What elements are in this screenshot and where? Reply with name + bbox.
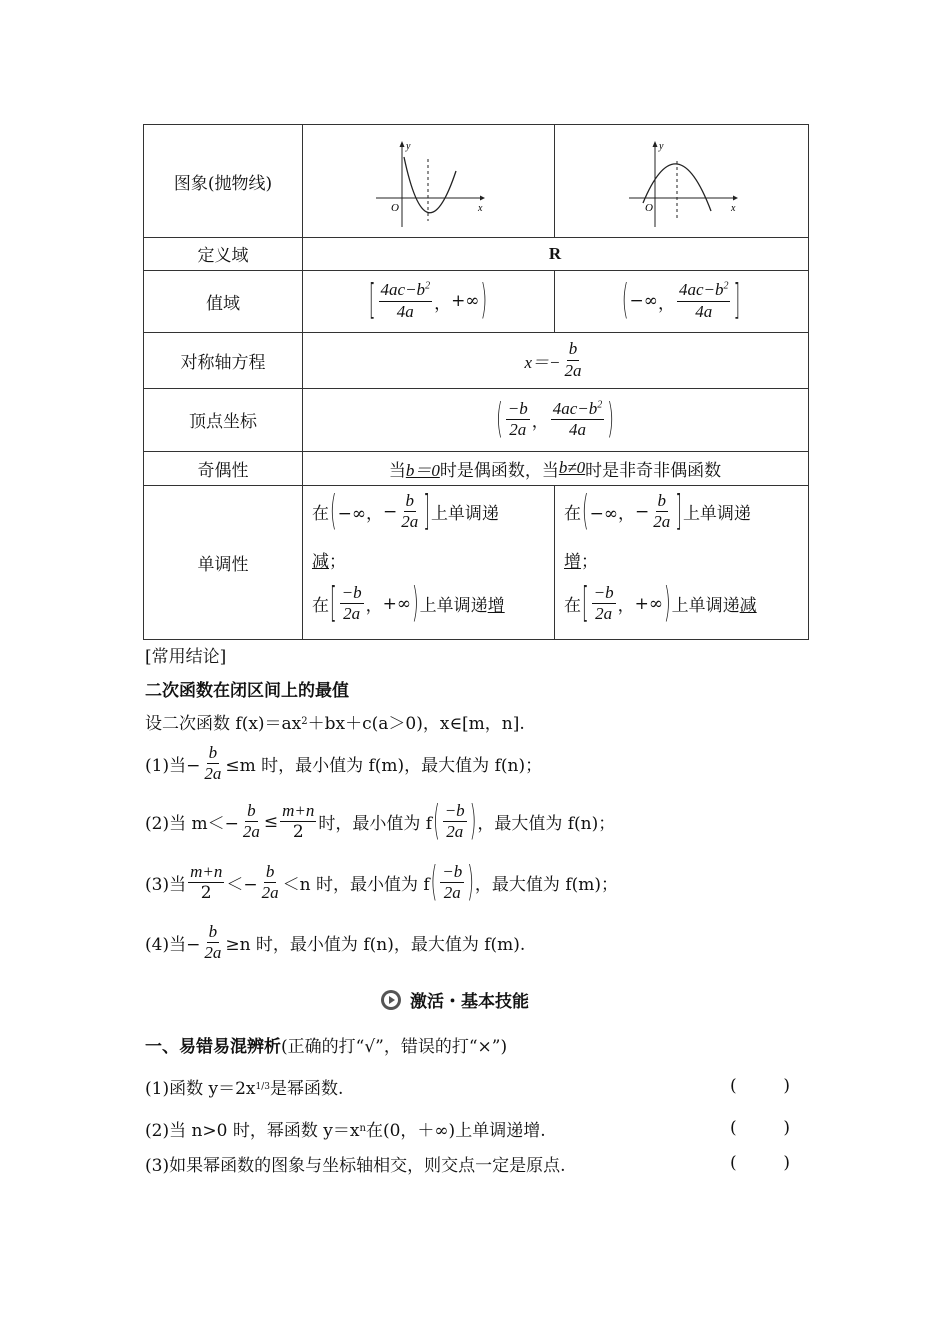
fraction-denominator: 2a [343,604,361,624]
x-axis-label: x [478,203,483,214]
fraction-denominator: 2a [204,943,222,963]
mono-semicolon: ； [329,552,346,572]
fraction-denominator: 2a [653,512,671,532]
fraction-numerator: b [207,922,220,943]
fraction-denominator: 2a [564,360,582,380]
monotonic-right [564,487,804,637]
fraction-numerator: b [404,491,417,512]
conclusion-case-4 [145,922,525,964]
row-label-domain: 定义域 [197,246,249,266]
case-text: ≤ [263,811,279,832]
paren-open: ( [730,1153,737,1173]
mono-semicolon: ； [581,552,598,572]
case-text: ≤m 时，最小值为 f(m)，最大值为 f(n)； [225,756,543,777]
paren-open: ( [621,277,629,325]
axis-fraction [563,339,584,381]
mono-neg-inf: −∞， [589,504,636,525]
conclusion-case-3 [145,858,619,907]
case-fraction [260,862,281,904]
exponent: 2 [425,280,431,292]
origin-label: O [391,202,399,214]
range-left: [ $\frac{4ac-b^2}{4a}$ ， +∞ ) [368,277,488,325]
row-label-parity: 奇偶性 [197,460,249,481]
fraction-numerator: b [207,743,220,764]
item-text: (2)当 n>0 时，幂函数 y＝x [145,1121,360,1141]
parity-b-zero: b＝0 [405,460,440,480]
quadratic-properties-table [143,124,809,640]
fraction-numerator: b [245,801,258,822]
mono-left-line3: 在 [ $\frac{-b}{2a}$ ， +∞ ) 上单调递 增 [312,579,505,628]
case-fraction [280,801,316,843]
mono-pos-inf: +∞ [634,593,664,614]
paren-close: ) [412,579,419,628]
fraction-numerator: −b [506,399,530,420]
paren-open: ( [433,797,440,846]
fraction-numerator: −b [443,801,467,822]
answer-blank-1[interactable] [730,1076,790,1096]
case-text: ，最大值为 f(m)； [474,875,619,896]
case-fraction [202,743,223,785]
case-fraction [241,801,262,843]
item-text: (3)如果幂函数的图象与坐标轴相交，则交点一定是原点. [145,1156,566,1176]
intro-text: 设二次函数 f(x)＝ax [145,714,302,734]
mono-answer: 增 [564,552,581,572]
graph-upward-parabola [302,125,554,237]
answer-blank-3[interactable] [730,1153,790,1173]
case-text: (2)当 m＜− [145,814,239,835]
range-right: ( −∞ ， $\frac{4ac-b^2}{4a}$ ] [621,277,741,325]
bracket-open: [ [582,579,589,628]
fraction-denominator: 2 [292,822,304,843]
fraction-numerator: m+n [188,862,224,883]
y-axis-label: y [659,141,664,152]
exercise-heading-bold: 一、易错易混辨析 [145,1037,281,1057]
fraction-denominator: 2 [200,883,212,904]
paren-close: ) [469,797,477,846]
intro-text: ＋bx＋c(a＞0)，x∈[m，n]. [307,714,525,734]
case-text: ＜n 时，最小值为 f [282,875,430,896]
section-header [380,987,529,1012]
paren-open: ( [330,487,337,536]
mono-answer: 减 [312,552,329,572]
parity-text: 当 [388,460,406,481]
fraction-numerator: −b [592,583,616,604]
range-lower: −∞ [629,291,658,311]
mono-answer: 减 [739,596,757,617]
paren-open: ( [582,487,589,536]
range-upper: +∞ [451,291,480,311]
mono-right-line1 [564,487,751,536]
item-text: (1)函数 y＝2x [145,1079,256,1099]
conclusion-case-1 [145,743,542,785]
fraction-numerator: m+n [280,801,316,822]
mono-minus: − [383,501,398,522]
mono-answer: 增 [487,596,505,617]
fraction-numerator: b [656,491,669,512]
exercise-heading-rest: (正确的打“√”，错误的打“×”) [281,1037,508,1057]
mono-text: 上单调递 [682,504,751,525]
mono-fraction [340,583,364,625]
y-axis-label: y [406,141,411,152]
domain-value [302,237,808,270]
mono-text: 在 [312,596,329,617]
conclusions-title: 二次函数在闭区间上的最值 [145,681,349,701]
parity-value [302,451,808,485]
vertex-y-fraction [551,399,605,441]
item-text: 是幂函数. [269,1079,344,1099]
fraction-denominator: 4a [396,301,414,321]
row-label-graph: 图象(抛物线) [173,173,273,194]
case-text: (3)当 [145,875,187,896]
case-text: ，最大值为 f(n)； [477,814,616,835]
item-text: 在(0，＋∞)上单调递增. [365,1121,546,1141]
fraction-numerator: b [567,339,580,360]
paren-open: ( [730,1118,737,1138]
exercise-item-2: (2)当 n>0 时，幂函数 y＝x n 在(0，＋∞)上单调递增. [145,1116,546,1141]
fraction-denominator: 2a [446,822,464,842]
paren-close: ) [664,579,671,628]
paren-close: ) [467,858,474,907]
exercise-item-3 [145,1151,565,1176]
row-label-monotonic: 单调性 [197,554,249,575]
monotonic-left [312,487,552,637]
fraction-denominator: 4a [695,301,713,321]
bracket-open: [ [368,277,376,325]
case-fraction [440,862,464,904]
bracket-close: ] [675,487,682,536]
mono-minus: − [635,501,650,522]
bracket-open: [ [330,579,337,628]
paren-close: ) [783,1076,790,1096]
mono-fraction [399,491,420,533]
fraction-denominator: 2a [261,883,279,903]
axis-equation [302,332,808,388]
mono-neg-inf: −∞， [337,504,384,525]
range-left-fraction [379,280,433,322]
fraction-denominator: 2a [509,420,527,439]
paren-open: ( [430,858,438,907]
case-fraction [188,862,224,904]
mono-text: 在 [564,504,581,525]
exercise-heading [145,1032,507,1057]
parity-b-nonzero: b≠0 [558,458,586,477]
conclusions-intro: 设二次函数 f(x)＝ax 2 ＋bx＋c(a＞0)，x∈[m，n]. [145,709,525,734]
mono-left-line1 [312,487,499,536]
origin-label: O [645,202,653,214]
exponent: 2 [723,280,729,292]
exercise-item-1: (1)函数 y＝2x 1/3 是幂函数. [145,1074,343,1099]
vertex-coordinates: ( $\frac{-b}{2a}$ ， $\frac{4ac-b^2}{4a}$ ) [496,395,614,444]
fraction-denominator: 2a [443,883,461,903]
mono-fraction [592,583,616,625]
mono-text: 上单调递 [671,596,740,617]
fraction-denominator: 2a [595,604,613,624]
mono-fraction [651,491,672,533]
fraction-denominator: 2a [204,764,222,784]
paren-open: ( [496,395,503,444]
paren-close: ) [783,1118,790,1138]
parabola-up-figure [368,131,488,231]
play-icon [380,989,402,1011]
fraction-numerator: −b [340,583,364,604]
fraction-denominator: 2a [242,822,260,842]
fraction-denominator: 4a [568,420,586,439]
mono-left-line2 [312,547,346,572]
mono-right-line3: 在 [ $\frac{-b}{2a}$ ， +∞ ) 上单调递 减 [564,579,757,628]
parabola-down-figure [621,131,741,231]
paren-open: ( [730,1076,737,1096]
vertex-x-fraction [506,399,530,441]
x-axis-label: x [731,203,736,214]
bracket-close: ] [733,277,741,325]
paren-close: ) [480,277,488,325]
fraction-numerator: 4ac−b [552,398,598,418]
mono-right-line2 [564,547,598,572]
table-divider [554,485,555,639]
paren-close: ) [607,395,614,444]
case-text: (4)当− [145,935,201,956]
parity-text: 时是偶函数，当 [439,460,559,481]
fraction-numerator: 4ac−b [380,280,426,300]
fraction-numerator: −b [440,862,464,883]
exponent: 2 [597,398,603,410]
conclusions-header: [常用结论] [145,647,227,667]
conclusion-case-2 [145,797,616,846]
range-right-fraction [677,280,731,322]
case-text: ≥n 时，最小值为 f(n)，最大值为 f(m). [225,935,526,956]
mono-text: 在 [564,596,581,617]
bracket-close: ] [423,487,430,536]
axis-lhs: x＝− [524,352,561,372]
fraction-numerator: b [264,862,277,883]
mono-pos-inf: +∞ [382,593,412,614]
row-label-axis: 对称轴方程 [180,352,266,373]
paren-close: ) [783,1153,790,1173]
fraction-denominator: 2a [401,512,419,532]
case-text: ＜− [226,875,258,896]
case-text: (1)当− [145,756,201,777]
section-title: 激活・基本技能 [410,992,529,1012]
mono-text: 在 [312,504,329,525]
graph-downward-parabola [554,125,808,237]
case-fraction [202,922,223,964]
fraction-numerator: 4ac−b [678,280,724,300]
case-text: 时，最小值为 f [318,814,433,835]
parity-text: 时是非奇非偶函数 [585,460,722,481]
case-fraction [443,801,467,843]
mono-text: 上单调递 [419,596,488,617]
mono-text: 上单调递 [430,504,499,525]
domain-R: R [548,243,562,263]
answer-blank-2[interactable] [730,1118,790,1138]
row-label-vertex: 顶点坐标 [189,412,257,432]
row-label-range: 值域 [206,293,240,314]
